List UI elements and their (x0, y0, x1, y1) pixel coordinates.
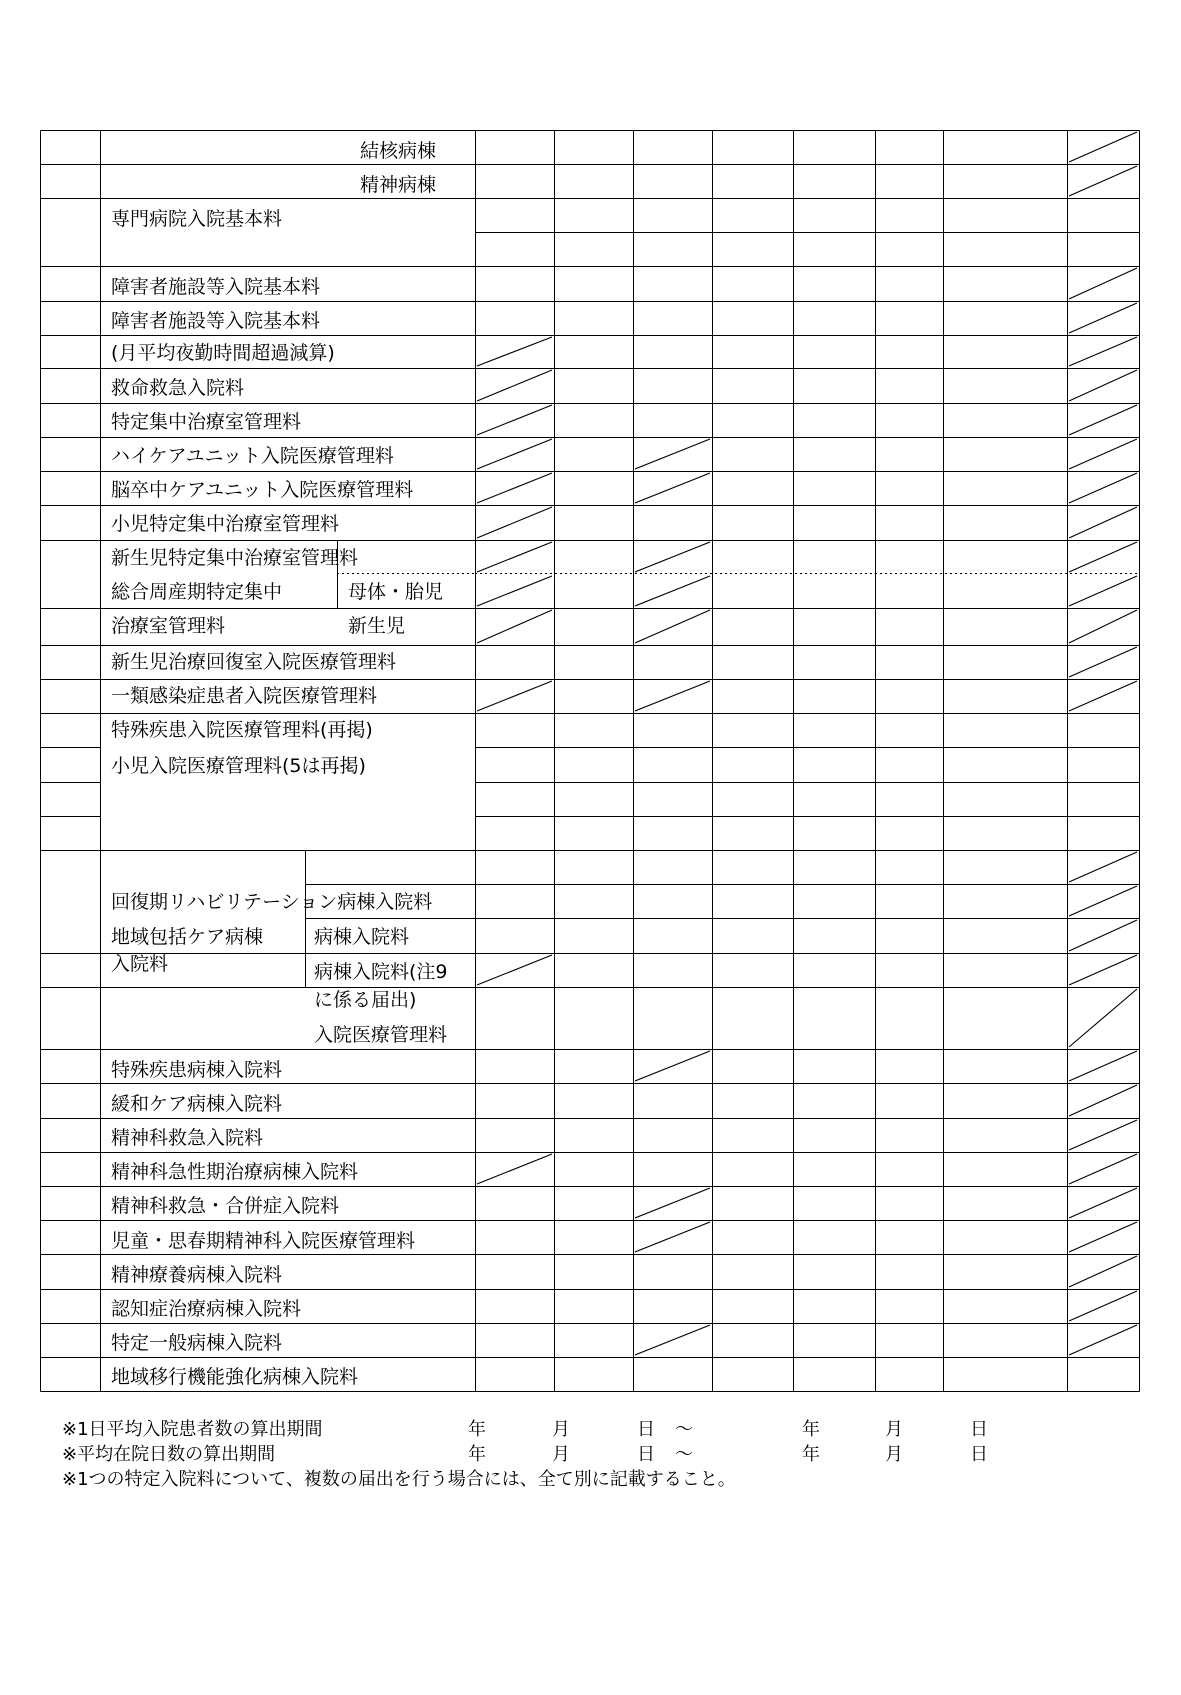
period2-from-year: 年 (468, 1444, 486, 1465)
period2-to-year: 年 (802, 1444, 820, 1465)
row-label-chiiki-iko: 地域移行機能強化病棟入院料 (111, 1366, 359, 1388)
row-label-botai: 母体・胎児 (348, 581, 444, 603)
row-label-seishin-kyukyu: 精神科救急入院料 (111, 1127, 264, 1149)
period2-from-day: 日 (637, 1444, 655, 1465)
diagonal-slash (1069, 1085, 1137, 1116)
row-label-chiiki-kanri: 入院医療管理料 (314, 1024, 448, 1046)
period2-tilde: ～ (675, 1444, 693, 1465)
period1-tilde: ～ (675, 1419, 693, 1440)
row-label-shinseiji-kaifuku: 新生児治療回復室入院医療管理料 (111, 651, 397, 673)
diagonal-slash (477, 955, 552, 985)
row-label-chiiki-byoto: 病棟入院料 (314, 926, 410, 948)
diagonal-slash (1069, 542, 1137, 572)
period1-from-year: 年 (468, 1419, 486, 1440)
period1-to-year: 年 (802, 1419, 820, 1440)
row-label-seishin-ryoyo: 精神療養病棟入院料 (111, 1264, 283, 1286)
diagonal-slash (1069, 268, 1137, 299)
row-label-seishin-kyusei: 精神科急性期治療病棟入院料 (111, 1161, 359, 1183)
row-label-shogai-gensan-sub: (月平均夜勤時間超過減算) (111, 342, 335, 364)
diagonal-slash (1069, 955, 1137, 985)
diagonal-slash (477, 507, 552, 538)
note-separate-entries: ※1つの特定入院料について、複数の届出を行う場合には、全て別に記載すること。 (62, 1469, 736, 1490)
row-label-seishin-gappei: 精神科救急・合併症入院料 (111, 1195, 340, 1217)
diagonal-slash (1069, 886, 1137, 916)
diagonal-slash (1069, 852, 1137, 882)
note-stay-period: ※平均在院日数の算出期間 (62, 1444, 276, 1465)
diagonal-slash (1069, 1154, 1137, 1184)
diagonal-slash (1069, 473, 1137, 503)
diagonal-slash (477, 1154, 552, 1184)
diagonal-slash (477, 681, 552, 711)
diagonal-slash (1069, 337, 1137, 366)
diagonal-slash (1069, 1256, 1137, 1287)
diagonal-slash (635, 1325, 710, 1355)
row-label-chiiki-chu9-sub: に係る届出) (314, 989, 417, 1011)
row-label-chiiki: 地域包括ケア病棟 (111, 926, 264, 948)
diagonal-slash (635, 610, 710, 643)
row-label-shogai-gensan: 障害者施設等入院基本料 (111, 310, 321, 332)
period1-to-month: 月 (885, 1419, 903, 1440)
row-label-shoni-nyuin: 小児入院医療管理料(5は再掲) (111, 755, 366, 777)
row-label-tokutei-shuchu: 特定集中治療室管理料 (111, 411, 302, 433)
period2-to-day: 日 (970, 1444, 988, 1465)
diagonal-slash (1069, 439, 1137, 469)
row-label-nosotchu: 脳卒中ケアユニット入院医療管理料 (111, 479, 414, 501)
period1-from-month: 月 (552, 1419, 570, 1440)
diagonal-slash (477, 473, 552, 503)
row-label-kaifuku: 回復期リハビリテーション病棟入院料 (111, 891, 433, 913)
row-label-shinseiji: 新生児 (348, 615, 406, 637)
diagonal-slash (635, 1051, 710, 1081)
diagonal-slash (1069, 303, 1137, 333)
period1-to-day: 日 (970, 1419, 988, 1440)
diagonal-slash (477, 610, 552, 643)
period1-from-day: 日 (637, 1419, 655, 1440)
diagonal-slash (477, 405, 552, 435)
diagonal-slash (1069, 576, 1137, 606)
row-label-high-care: ハイケアユニット入院医療管理料 (111, 445, 394, 467)
diagonal-slash (1069, 132, 1137, 162)
diagonal-slash (1069, 647, 1137, 677)
note-daily-average-period: ※1日平均入院患者数の算出期間 (62, 1419, 323, 1440)
row-label-shoni-tokutei: 小児特定集中治療室管理料 (111, 513, 340, 535)
diagonal-slash (1069, 1120, 1137, 1150)
diagonal-slash (635, 439, 710, 469)
period2-to-month: 月 (885, 1444, 903, 1465)
row-label-sogo-sub: 治療室管理料 (111, 615, 226, 637)
diagonal-slash (477, 370, 552, 401)
diagonal-slash (635, 1222, 710, 1252)
diagonal-slash (1069, 1188, 1137, 1218)
diagonal-slash (1069, 920, 1137, 951)
diagonal-slash (1069, 610, 1137, 643)
diagonal-slash (477, 439, 552, 469)
diagonal-slash (635, 473, 710, 503)
diagonal-slash (477, 337, 552, 366)
diagonal-slash (1069, 405, 1137, 435)
row-label-ichirui: 一類感染症患者入院医療管理料 (111, 685, 378, 707)
row-label-senmon: 専門病院入院基本料 (111, 208, 283, 230)
diagonal-slash (1069, 989, 1137, 1047)
row-label-kanwa: 緩和ケア病棟入院料 (111, 1093, 283, 1115)
diagonal-slash (1069, 1051, 1137, 1081)
row-label-chiiki-chu9: 病棟入院料(注9 (314, 961, 448, 983)
diagonal-slash (1069, 166, 1137, 196)
diagonal-slash (1069, 1291, 1137, 1321)
row-label-jido: 児童・思春期精神科入院医療管理料 (111, 1230, 416, 1252)
diagonal-slash (1069, 370, 1137, 401)
row-label-tokushu-iryo: 特殊疾患入院医療管理料(再掲) (111, 719, 373, 741)
diagonal-slash (1069, 681, 1137, 711)
diagonal-slash (477, 542, 552, 572)
row-label-kekkaku: 結核病棟 (360, 140, 437, 162)
diagonal-slash (635, 542, 710, 572)
row-label-shogai: 障害者施設等入院基本料 (111, 276, 321, 298)
row-label-sogo: 総合周産期特定集中 (111, 581, 283, 603)
row-label-kyumei: 救命救急入院料 (111, 377, 245, 399)
diagonal-slash (635, 576, 710, 606)
row-label-tokushu-byoto: 特殊疾患病棟入院料 (111, 1059, 283, 1081)
diagonal-slash (1069, 1325, 1137, 1355)
diagonal-slash (1069, 1222, 1137, 1252)
diagonal-slash (635, 1188, 710, 1218)
diagonal-slash (635, 681, 710, 711)
diagonal-slash (477, 576, 552, 606)
row-label-tokutei-ippan: 特定一般病棟入院料 (111, 1332, 283, 1354)
diagonal-slash (1069, 507, 1137, 538)
row-label-seishin: 精神病棟 (360, 174, 437, 196)
row-label-chiiki-sub: 入院料 (111, 953, 169, 975)
row-label-ninchi: 認知症治療病棟入院料 (111, 1298, 302, 1320)
row-label-shinseiji-tokutei: 新生児特定集中治療室管理料 (111, 547, 359, 569)
period2-from-month: 月 (552, 1444, 570, 1465)
